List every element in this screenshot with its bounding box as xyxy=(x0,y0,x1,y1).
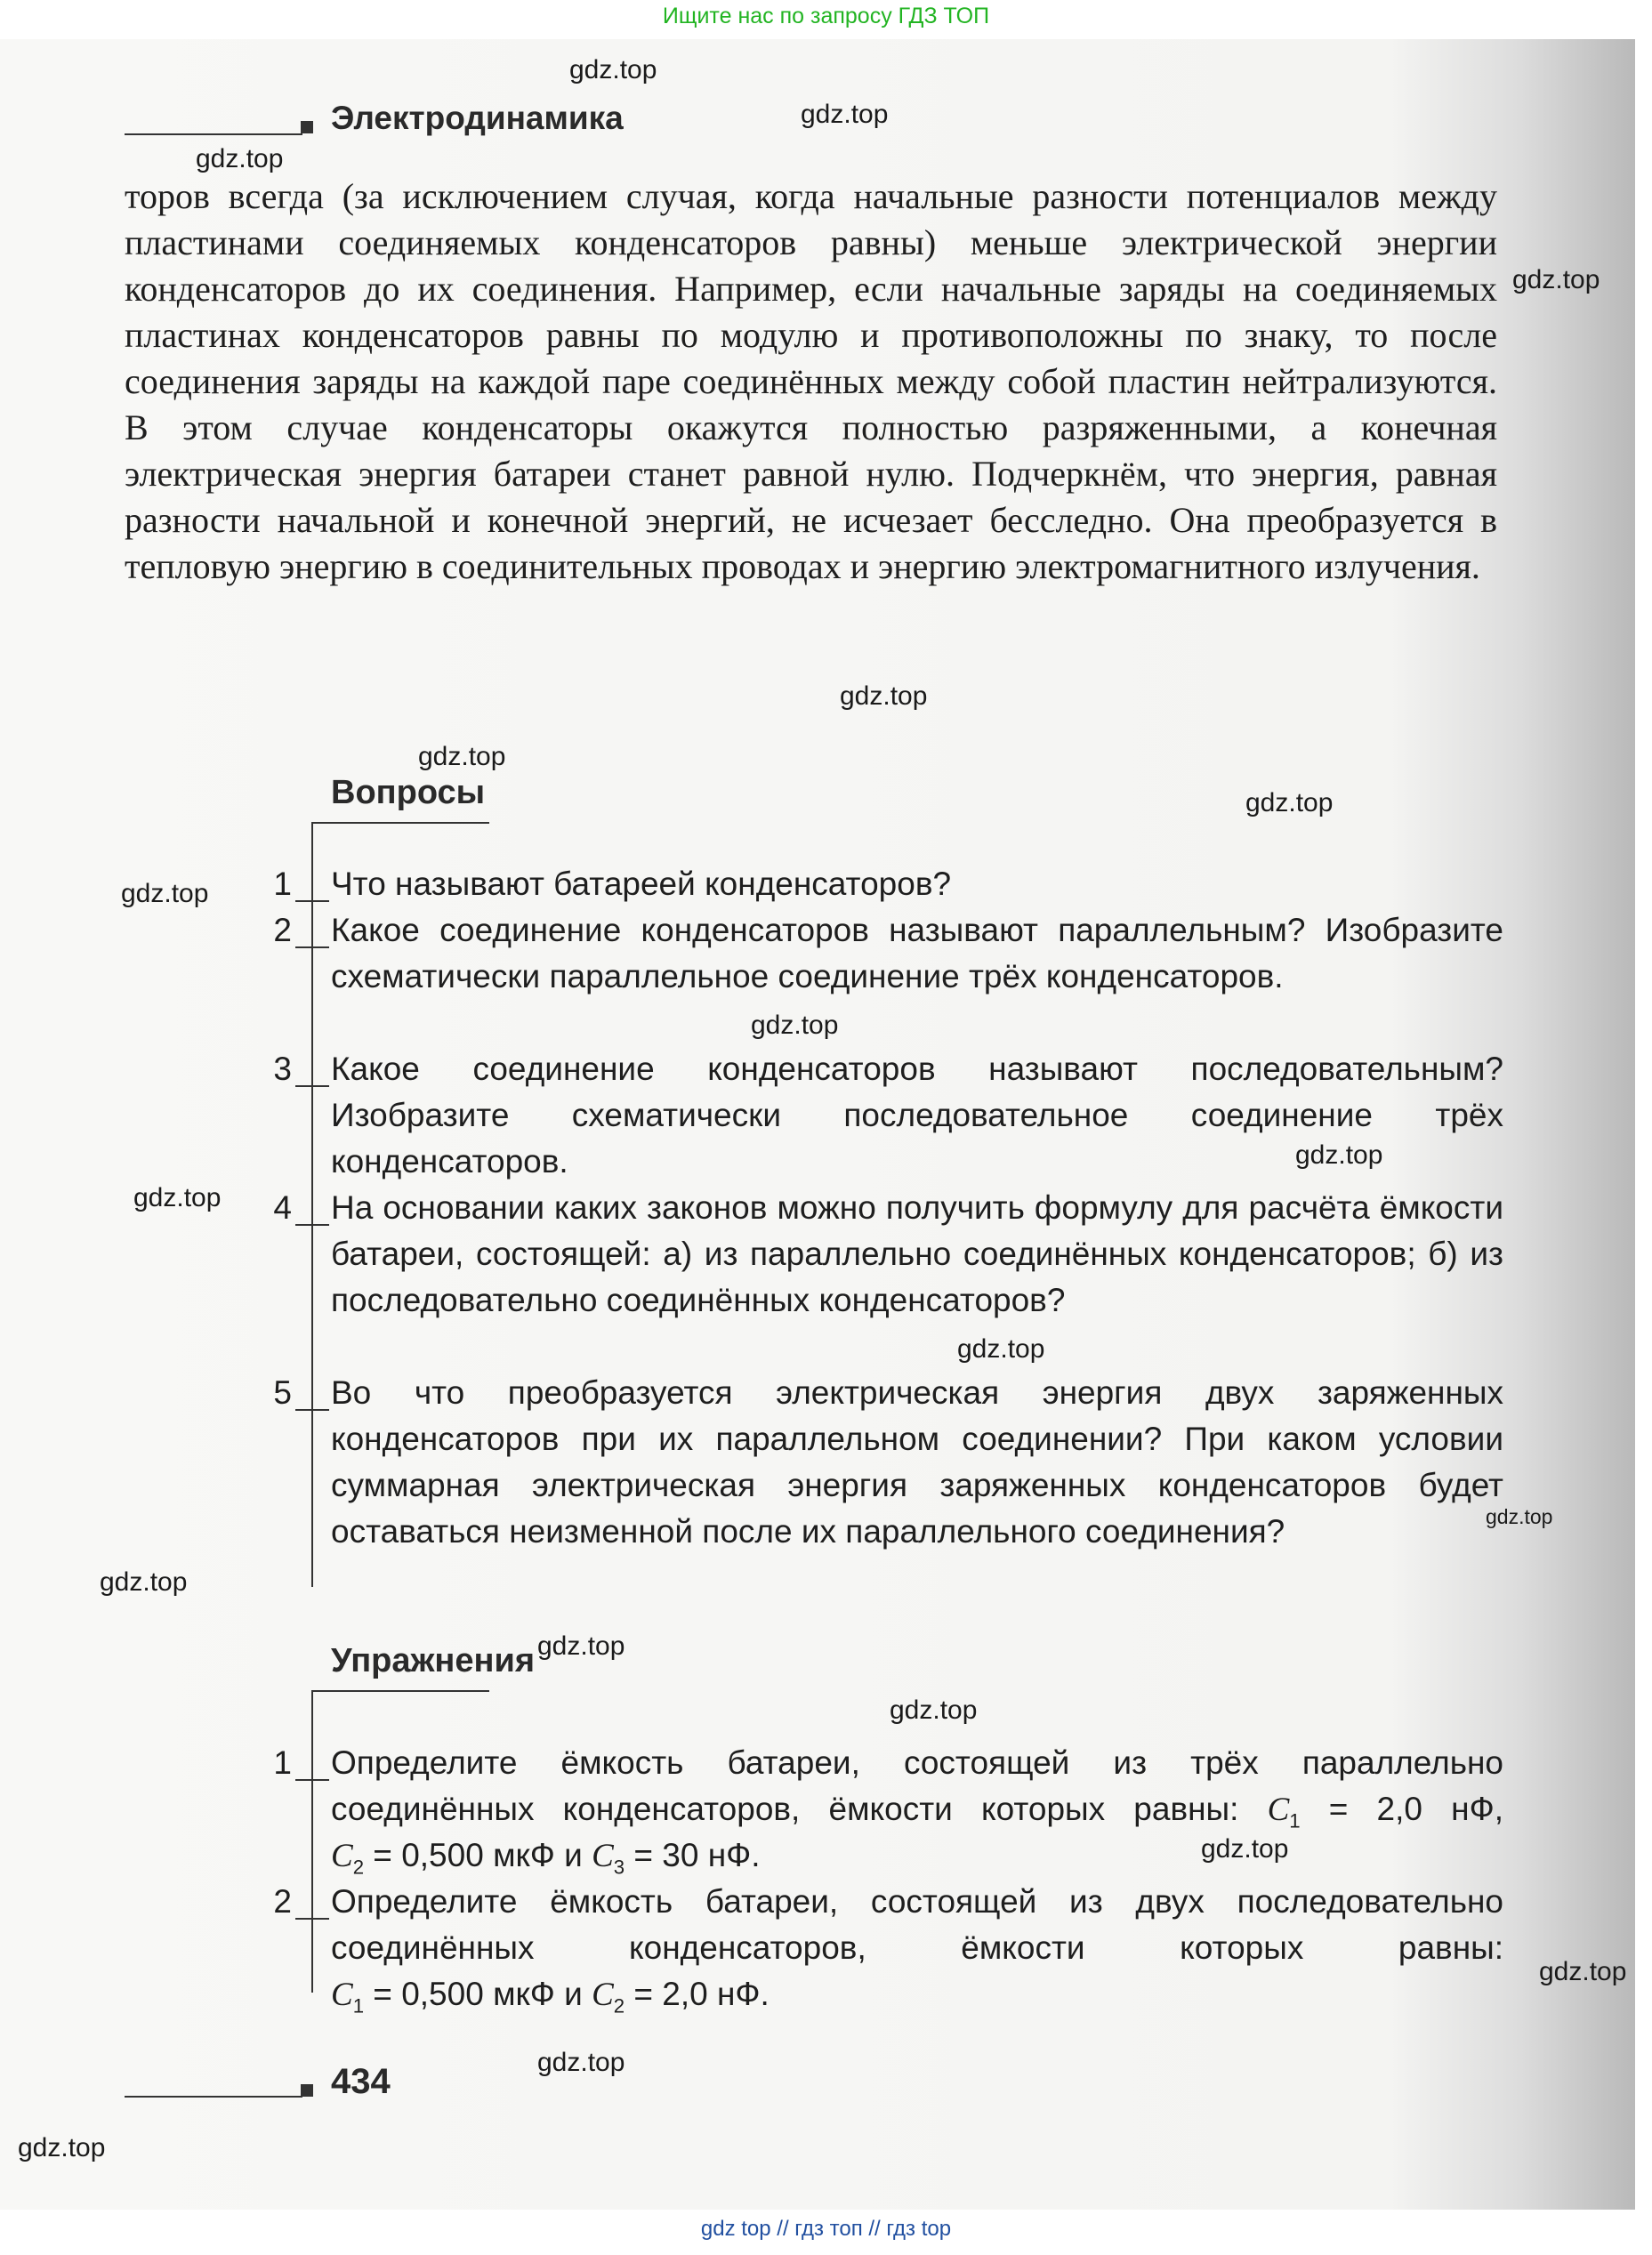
question-number: 4 xyxy=(267,1185,292,1231)
page-number: 434 xyxy=(331,2062,391,2101)
question-5 xyxy=(267,1370,1503,1555)
questions-rule xyxy=(311,822,489,824)
exercise-text: Определите ёмкость батареи, состоящей из трёх параллельно соединённых конденсаторов, ёмкости которых равны: $C_1 = 2,0$ нФ, xyxy=(331,1744,1503,1832)
exercises-title: Упражнения xyxy=(331,1642,536,1679)
header-square xyxy=(301,121,313,133)
exercise-1 xyxy=(267,1740,1503,1844)
exercise-number: 1 xyxy=(267,1740,292,1786)
watermark[interactable]: gdz.top xyxy=(133,1183,222,1212)
question-2 xyxy=(267,907,1503,1000)
question-4 xyxy=(267,1185,1503,1324)
exercise-2 xyxy=(267,1879,1503,1971)
watermark[interactable]: gdz.top xyxy=(890,1695,978,1725)
watermark[interactable]: gdz.top xyxy=(537,1631,625,1661)
question-text: Какое соединение конденсаторов называют последовательным? Изобразите схематически последовательное соединение трёх конденсаторов. xyxy=(331,1051,1503,1180)
exercise-values: $C_2 = 0,500$ мкФ и $C_3 = 30$ нФ. xyxy=(331,1837,761,1879)
body-paragraph: торов всегда (за исключением случая, когда начальные разности потенциалов между пластинами соединяемых конденсаторов равны) меньше электрической энергии конденсаторов до их соединения. Например, если начальные заряды на соединяемых пластинах конденсаторов равны по модулю и противоположны по знаку, то после соединения заряды на каждой паре соединённых между собой пластин нейтрализуются. В этом случае конденсаторы окажутся полностью разряженными, а конечная электрическая энергия батареи станет равной нулю. Подчеркнём, что энергия, равная разности начальной и конечной энергий, не исчезает бесследно. Она преобразуется в тепловую энергию в соединительных проводах и энергию электромагнитного излучения. xyxy=(125,176,1497,586)
watermark[interactable]: gdz.top xyxy=(121,879,209,908)
top-banner[interactable]: Ищите нас по запросу ГДЗ ТОП xyxy=(662,4,990,28)
watermark[interactable]: gdz.top xyxy=(840,681,928,711)
exercises-rule xyxy=(311,1690,489,1692)
watermark[interactable]: gdz.top xyxy=(1539,1957,1627,1986)
question-text: Какое соединение конденсаторов называют параллельным? Изобразите схематически параллельное соединение трёх конденсаторов. xyxy=(331,912,1503,995)
watermark[interactable]: gdz.top xyxy=(751,1011,839,1040)
watermark[interactable]: gdz.top xyxy=(1486,1505,1553,1528)
watermark[interactable]: gdz.top xyxy=(1201,1834,1289,1864)
exercise-text: Определите ёмкость батареи, состоящей из двух последовательно соединённых конденсаторов, ёмкости которых равны: xyxy=(331,1883,1503,1966)
watermark[interactable]: gdz.top xyxy=(957,1334,1045,1364)
watermark[interactable]: gdz.top xyxy=(100,1567,188,1597)
bottom-banner[interactable]: gdz top // гдз топ // гдз top xyxy=(700,2217,952,2241)
question-number: 2 xyxy=(267,907,292,954)
watermark[interactable]: gdz.top xyxy=(418,742,506,771)
watermark[interactable]: gdz.top xyxy=(18,2133,106,2162)
question-text: Во что преобразуется электрическая энергия двух заряженных конденсаторов при их параллельном соединении? При каком условии суммарная электрическая энергия заряженных конденсаторов будет оставаться неизменной после их параллельного соединения? xyxy=(331,1374,1503,1550)
question-number: 3 xyxy=(267,1046,292,1092)
watermark[interactable]: gdz.top xyxy=(537,2048,625,2077)
exercise-number: 2 xyxy=(267,1879,292,1925)
watermark[interactable]: gdz.top xyxy=(801,100,889,129)
watermark[interactable]: gdz.top xyxy=(1245,788,1334,817)
questions-title: Вопросы xyxy=(331,774,486,811)
footer-rule xyxy=(125,2096,302,2098)
watermark[interactable]: gdz.top xyxy=(1295,1140,1383,1170)
question-number: 5 xyxy=(267,1370,292,1416)
question-number: 1 xyxy=(267,861,292,907)
footer-square xyxy=(301,2084,313,2097)
watermark[interactable]: gdz.top xyxy=(569,55,657,85)
exercise-values: $C_1 = 0,500$ мкФ и $C_2 = 2,0$ нФ. xyxy=(331,1976,770,2017)
watermark[interactable]: gdz.top xyxy=(196,144,284,173)
question-1 xyxy=(267,861,1503,907)
exercise-2-values xyxy=(267,1971,1503,2029)
chapter-title: Электродинамика xyxy=(331,100,624,136)
header-rule xyxy=(125,133,302,135)
watermark[interactable]: gdz.top xyxy=(1512,265,1600,294)
question-text: Что называют батареей конденсаторов? xyxy=(331,866,952,902)
question-text: На основании каких законов можно получить формулу для расчёта ёмкости батареи, состоящей: а) из параллельно соединённых конденсаторов; б) из последовательно соединённых конденсаторов? xyxy=(331,1189,1503,1318)
